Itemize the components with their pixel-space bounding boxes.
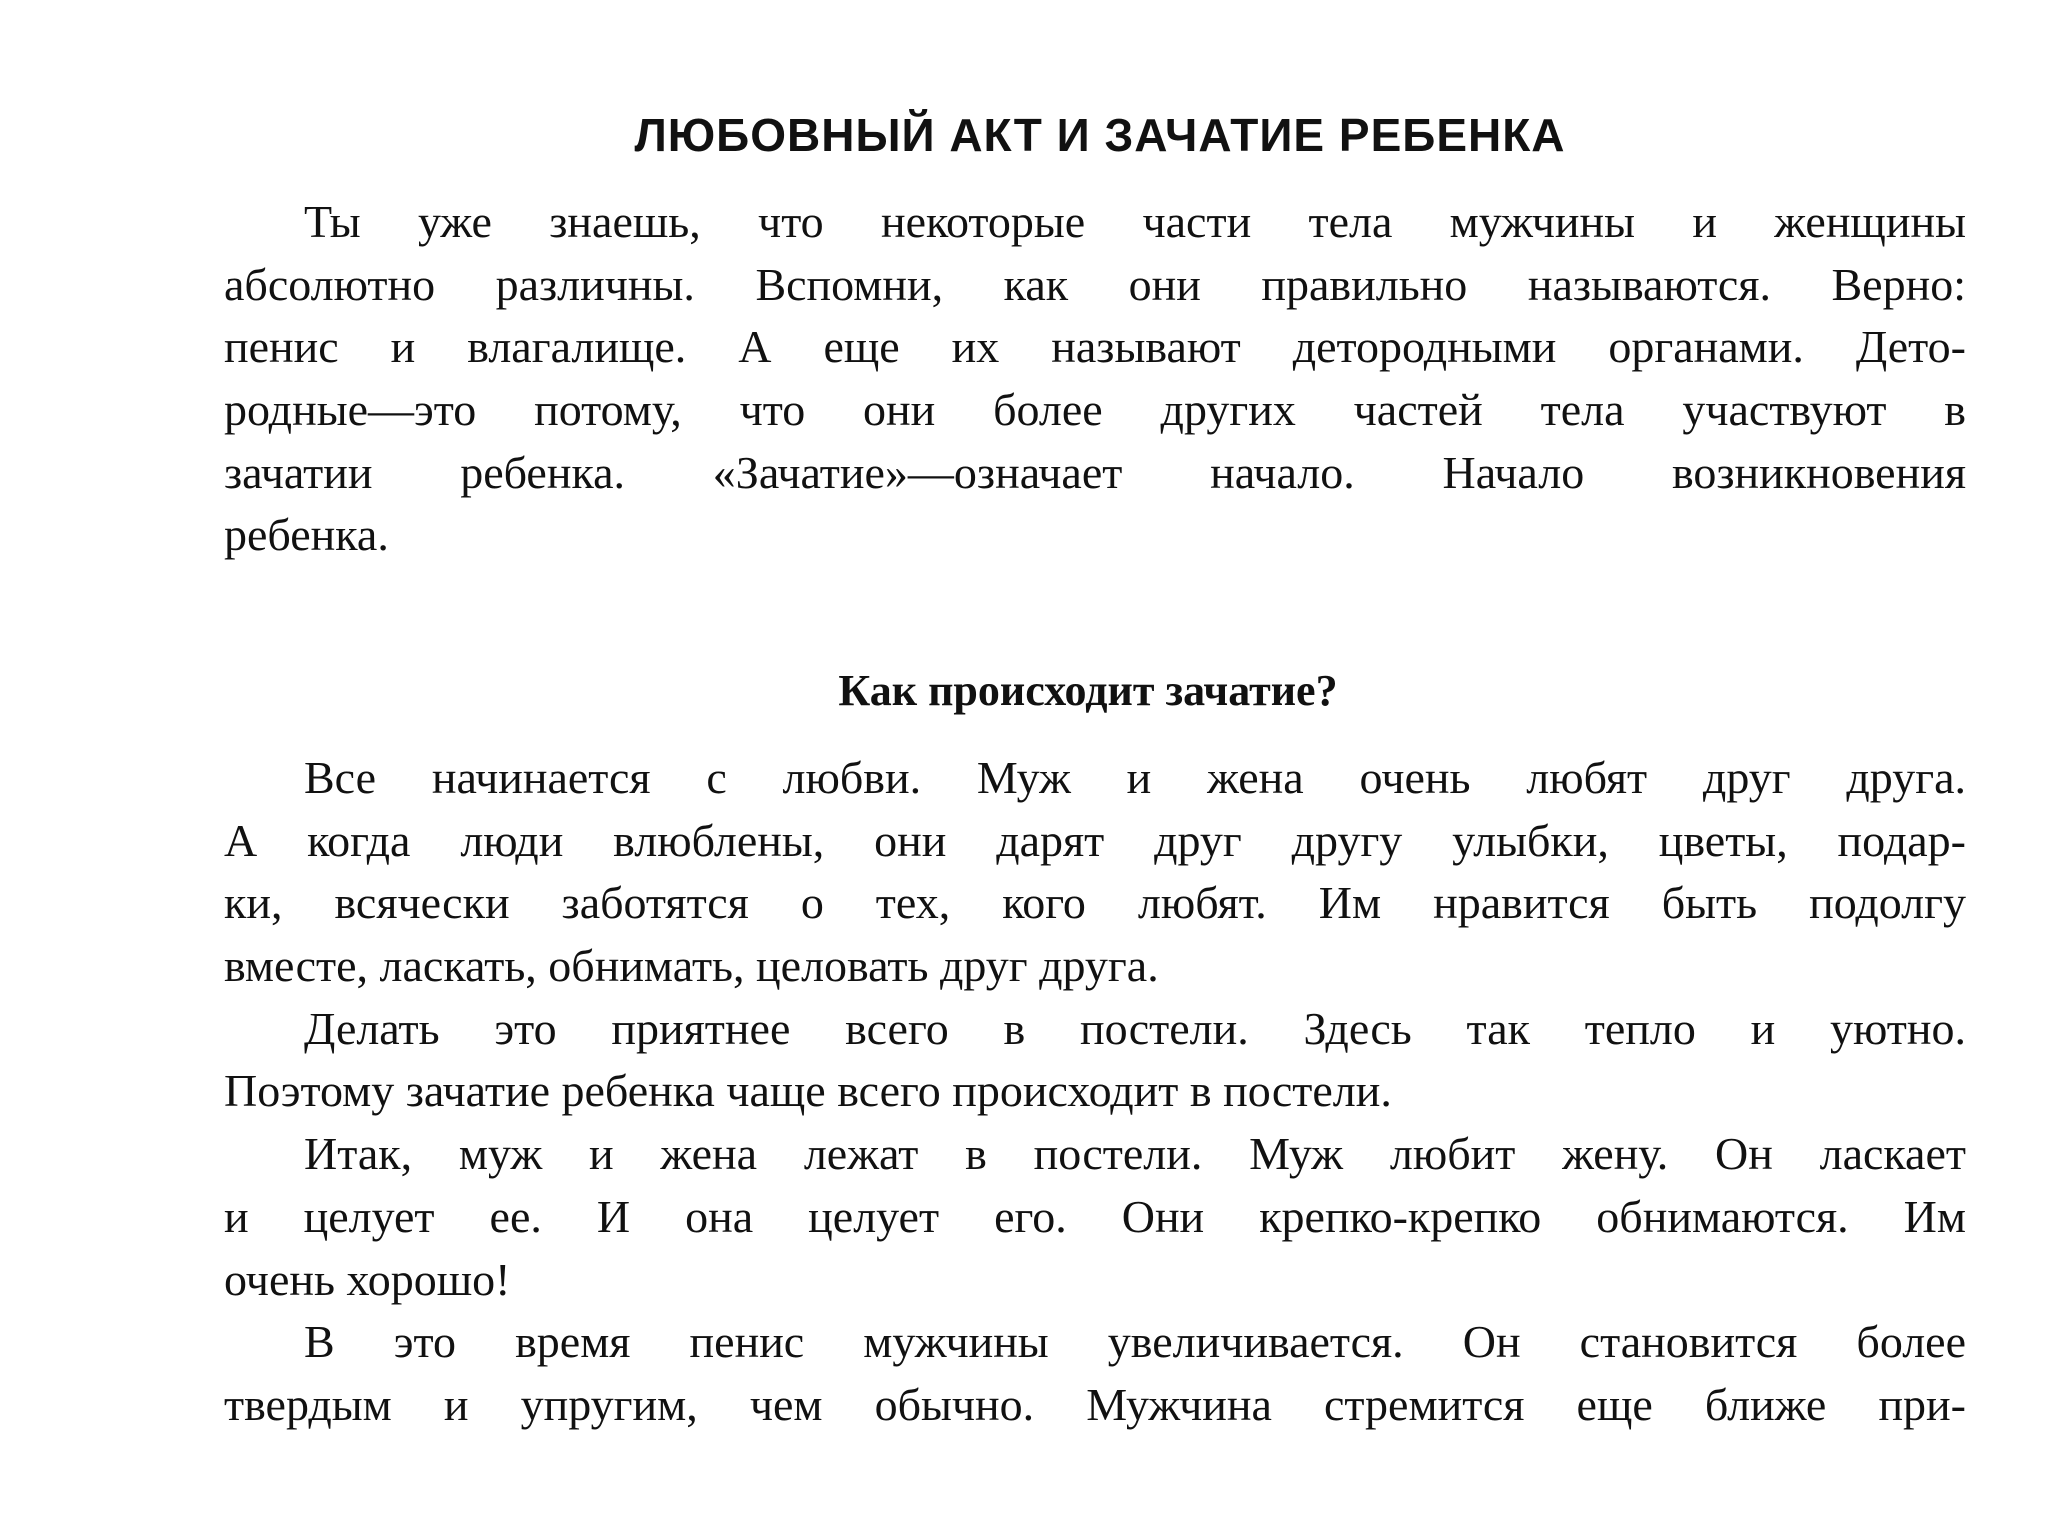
text-line: твердым и упругим, чем обычно. Мужчина стремится еще ближе при- bbox=[224, 1378, 1966, 1430]
text-line: родные—это потому, что они более других частей тела участвуют в bbox=[224, 384, 1966, 436]
text-line: ребенка. bbox=[224, 509, 389, 561]
text-line: Итак, муж и жена лежат в постели. Муж любит жену. Он ласкает bbox=[304, 1128, 1966, 1180]
text-line: ки, всячески заботятся о тех, кого любят. Им нравится быть подолгу bbox=[224, 877, 1966, 929]
body-text bbox=[224, 747, 1966, 1437]
text-line: и целует ее. И она целует его. Они крепко-крепко обнимаются. Им bbox=[224, 1190, 1966, 1242]
text-line: Поэтому зачатие ребенка чаще всего происходит в постели. bbox=[224, 1065, 1392, 1117]
text-line: А когда люди влюблены, они дарят друг другу улыбки, цветы, подар- bbox=[224, 814, 1966, 866]
text-line: Все начинается с любви. Муж и жена очень любят друг друга. bbox=[304, 752, 1966, 803]
intro-paragraph bbox=[224, 191, 1966, 567]
text-line: абсолютно различны. Вспомни, как они правильно называются. Верно: bbox=[224, 258, 1966, 310]
text-line: вместе, ласкать, обнимать, целовать друг друга. bbox=[224, 940, 1159, 992]
page-title: ЛЮБОВНЫЙ АКТ И ЗАЧАТИЕ РЕБЕНКА bbox=[634, 109, 1566, 161]
text-line: очень хорошо! bbox=[224, 1253, 511, 1305]
section-heading: Как происходит зачатие? bbox=[838, 666, 1338, 715]
text-line: Делать это приятнее всего в постели. Здесь так тепло и уютно. bbox=[304, 1002, 1966, 1054]
text-line: зачатии ребенка. «Зачатие»—означает начало. Начало возникновения bbox=[224, 446, 1966, 498]
text-line: пенис и влагалище. А еще их называют детородными органами. Дето- bbox=[224, 321, 1966, 373]
text-line: Ты уже знаешь, что некоторые части тела мужчины и женщины bbox=[304, 196, 1966, 247]
text-line: В это время пенис мужчины увеличивается. Он становится более bbox=[304, 1316, 1966, 1368]
